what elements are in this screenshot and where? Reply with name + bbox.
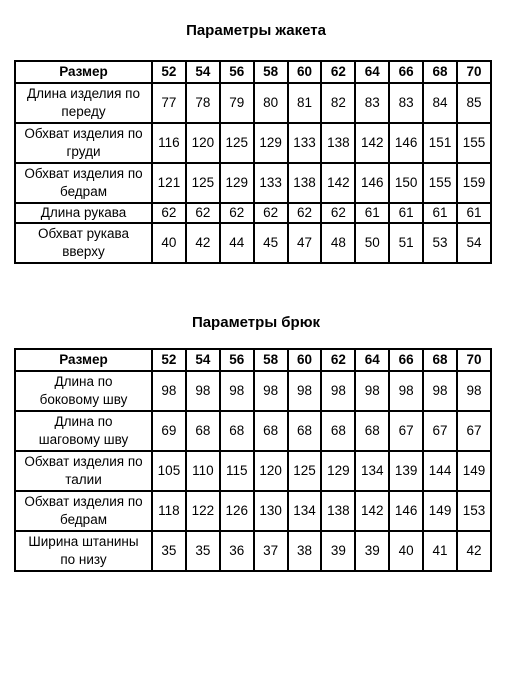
row-label-line: Длина по [54, 414, 113, 429]
value-cell: 51 [389, 223, 423, 263]
row-label-line: бедрам [60, 512, 107, 527]
value-cell: 68 [321, 411, 355, 451]
value-cell: 37 [254, 531, 288, 571]
value-cell: 129 [254, 123, 288, 163]
value-cell: 138 [288, 163, 322, 203]
value-cell: 81 [288, 83, 322, 123]
value-cell: 115 [220, 451, 254, 491]
table-row [15, 83, 491, 123]
value-cell: 118 [152, 491, 186, 531]
row-label-line: Обхват изделия по [24, 166, 143, 181]
value-cell: 146 [355, 163, 389, 203]
value-cell: 98 [186, 371, 220, 411]
size-header-cell: 62 [321, 349, 355, 371]
value-cell: 155 [423, 163, 457, 203]
value-cell: 120 [254, 451, 288, 491]
value-cell: 50 [355, 223, 389, 263]
value-cell: 129 [220, 163, 254, 203]
value-cell: 85 [457, 83, 491, 123]
size-header-cell: 68 [423, 61, 457, 83]
pants-params-title: Параметры брюк [191, 314, 321, 331]
row-label-line: Длина изделия по [27, 86, 140, 101]
value-cell: 150 [389, 163, 423, 203]
row-label [15, 531, 152, 571]
table-row [15, 371, 491, 411]
value-cell: 35 [186, 531, 220, 571]
row-label [15, 411, 152, 451]
value-cell: 82 [321, 83, 355, 123]
value-cell: 41 [423, 531, 457, 571]
value-cell: 142 [355, 491, 389, 531]
value-cell: 40 [152, 223, 186, 263]
size-header-cell: 56 [220, 349, 254, 371]
row-label-line: переду [61, 104, 106, 119]
value-cell: 79 [220, 83, 254, 123]
pants-size-table [14, 348, 492, 572]
value-cell: 138 [321, 123, 355, 163]
value-cell: 98 [288, 371, 322, 411]
size-header-cell: 60 [288, 349, 322, 371]
value-cell: 67 [389, 411, 423, 451]
row-label-line: Обхват рукава [37, 226, 130, 241]
value-cell: 98 [152, 371, 186, 411]
jacket-params-title: Параметры жакета [186, 22, 326, 39]
value-cell: 54 [457, 223, 491, 263]
size-header-cell: 54 [186, 61, 220, 83]
row-label-line: бедрам [60, 184, 107, 199]
value-cell: 78 [186, 83, 220, 123]
row-label [15, 203, 152, 223]
value-cell: 68 [254, 411, 288, 451]
row-label-line: Обхват изделия по [24, 126, 143, 141]
row-label [15, 123, 152, 163]
row-label-line: шаговому шву [38, 432, 129, 447]
value-cell: 121 [152, 163, 186, 203]
value-cell: 98 [355, 371, 389, 411]
value-cell: 98 [423, 371, 457, 411]
value-cell: 61 [355, 203, 389, 223]
value-cell: 77 [152, 83, 186, 123]
size-header-cell: 58 [254, 61, 288, 83]
value-cell: 116 [152, 123, 186, 163]
size-header-cell: 52 [152, 61, 186, 83]
value-cell: 80 [254, 83, 288, 123]
size-header-cell: 70 [457, 349, 491, 371]
value-cell: 39 [321, 531, 355, 571]
value-cell: 146 [389, 491, 423, 531]
value-cell: 139 [389, 451, 423, 491]
value-cell: 98 [220, 371, 254, 411]
value-cell: 134 [355, 451, 389, 491]
row-label-line: Длина рукава [40, 205, 127, 220]
size-header-cell: 68 [423, 349, 457, 371]
value-cell: 39 [355, 531, 389, 571]
header-size-label: Размер [15, 61, 152, 83]
value-cell: 149 [423, 491, 457, 531]
value-cell: 126 [220, 491, 254, 531]
table-row [15, 451, 491, 491]
row-label-line: груди [66, 144, 101, 159]
value-cell: 98 [254, 371, 288, 411]
value-cell: 84 [423, 83, 457, 123]
row-label-line: Длина по [54, 374, 113, 389]
size-header-cell: 58 [254, 349, 288, 371]
value-cell: 110 [186, 451, 220, 491]
value-cell: 125 [288, 451, 322, 491]
value-cell: 40 [389, 531, 423, 571]
value-cell: 68 [220, 411, 254, 451]
table-row [15, 163, 491, 203]
value-cell: 61 [423, 203, 457, 223]
value-cell: 125 [186, 163, 220, 203]
value-cell: 68 [186, 411, 220, 451]
row-label [15, 163, 152, 203]
value-cell: 62 [186, 203, 220, 223]
value-cell: 142 [355, 123, 389, 163]
value-cell: 62 [152, 203, 186, 223]
row-label [15, 451, 152, 491]
value-cell: 134 [288, 491, 322, 531]
row-label [15, 223, 152, 263]
header-size-label: Размер [15, 349, 152, 371]
value-cell: 48 [321, 223, 355, 263]
row-label-line: Обхват изделия по [24, 454, 143, 469]
size-header-cell: 66 [389, 61, 423, 83]
value-cell: 62 [254, 203, 288, 223]
value-cell: 44 [220, 223, 254, 263]
value-cell: 130 [254, 491, 288, 531]
value-cell: 67 [423, 411, 457, 451]
value-cell: 38 [288, 531, 322, 571]
table-header-row [15, 349, 491, 371]
value-cell: 98 [457, 371, 491, 411]
table-row [15, 531, 491, 571]
value-cell: 61 [389, 203, 423, 223]
value-cell: 159 [457, 163, 491, 203]
table-row [15, 491, 491, 531]
value-cell: 61 [457, 203, 491, 223]
table-header-row [15, 61, 491, 83]
row-label-line: талии [65, 472, 102, 487]
row-label-line: боковому шву [39, 392, 128, 407]
size-header-cell: 66 [389, 349, 423, 371]
table-row [15, 123, 491, 163]
value-cell: 105 [152, 451, 186, 491]
value-cell: 62 [321, 203, 355, 223]
size-header-cell: 70 [457, 61, 491, 83]
value-cell: 42 [186, 223, 220, 263]
value-cell: 144 [423, 451, 457, 491]
value-cell: 36 [220, 531, 254, 571]
value-cell: 62 [288, 203, 322, 223]
value-cell: 149 [457, 451, 491, 491]
value-cell: 62 [220, 203, 254, 223]
size-header-cell: 54 [186, 349, 220, 371]
value-cell: 53 [423, 223, 457, 263]
value-cell: 151 [423, 123, 457, 163]
value-cell: 120 [186, 123, 220, 163]
value-cell: 122 [186, 491, 220, 531]
row-label [15, 491, 152, 531]
value-cell: 129 [321, 451, 355, 491]
table-row [15, 411, 491, 451]
value-cell: 68 [288, 411, 322, 451]
row-label-line: вверху [62, 244, 105, 259]
size-header-cell: 52 [152, 349, 186, 371]
jacket-size-table [14, 60, 492, 264]
value-cell: 42 [457, 531, 491, 571]
value-cell: 67 [457, 411, 491, 451]
value-cell: 133 [288, 123, 322, 163]
value-cell: 133 [254, 163, 288, 203]
size-header-cell: 60 [288, 61, 322, 83]
value-cell: 138 [321, 491, 355, 531]
value-cell: 45 [254, 223, 288, 263]
table-row [15, 223, 491, 263]
size-header-cell: 56 [220, 61, 254, 83]
value-cell: 83 [355, 83, 389, 123]
value-cell: 69 [152, 411, 186, 451]
size-header-cell: 64 [355, 349, 389, 371]
size-header-cell: 62 [321, 61, 355, 83]
value-cell: 47 [288, 223, 322, 263]
value-cell: 155 [457, 123, 491, 163]
size-header-cell: 64 [355, 61, 389, 83]
row-label [15, 371, 152, 411]
row-label-line: Обхват изделия по [24, 494, 143, 509]
value-cell: 142 [321, 163, 355, 203]
row-label-line: по низу [60, 552, 107, 567]
row-label [15, 83, 152, 123]
value-cell: 125 [220, 123, 254, 163]
row-label-line: Ширина штанины [28, 534, 139, 549]
value-cell: 35 [152, 531, 186, 571]
value-cell: 68 [355, 411, 389, 451]
table-row [15, 203, 491, 223]
value-cell: 146 [389, 123, 423, 163]
value-cell: 153 [457, 491, 491, 531]
value-cell: 98 [389, 371, 423, 411]
value-cell: 98 [321, 371, 355, 411]
value-cell: 83 [389, 83, 423, 123]
